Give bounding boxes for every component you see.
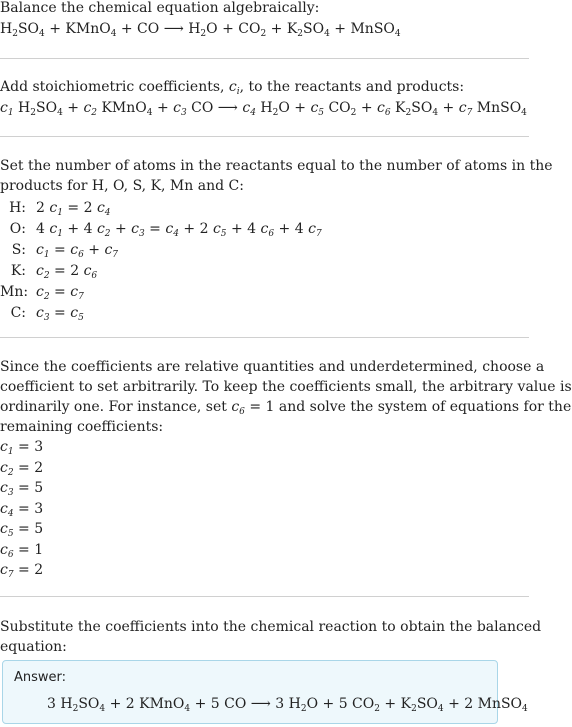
- step4-line2: coefficient to set arbitrarily. To keep the coefficients small, the arbitrary value is: [0, 379, 572, 395]
- step3-text-line2: products for H, O, S, K, Mn and C:: [0, 178, 244, 194]
- step4-line4: remaining coefficients:: [0, 419, 164, 435]
- atom-equation: 2 $c_1 = 2$ $c_4$: [36, 200, 111, 218]
- solution-row: $c_4 = 3$: [0, 500, 44, 519]
- step5-line1: Substitute the coefficients into the chemical reaction to obtain the balanced: [0, 619, 542, 635]
- divider: [0, 136, 529, 137]
- atom-equation: $c_2 = 2$ $c_6$: [36, 263, 98, 281]
- atom-label: S:: [11, 242, 26, 258]
- step4-line3: ordinarily one. For instance, set $c_6 = 1$ and solve the system of equations for the: [0, 399, 572, 417]
- step3-text-line1: Set the number of atoms in the reactants equal to the number of atoms in the: [0, 158, 553, 174]
- solution-row: $c_6 = 1$: [0, 541, 44, 560]
- answer-label: Answer:: [14, 670, 67, 685]
- solution-row: $c_1 = 3$: [0, 439, 44, 457]
- atom-label: H:: [9, 200, 26, 216]
- coefficient-reaction: $c_1$ $H_2SO_4 + c_2$ KMnO$_4$ + $c_3$ CO ⟶ $c_4$ $H_2O + c_5$ $CO_2 + c_6$ $K_2SO_4 + c_7$ MnSO$_4$: [0, 100, 527, 118]
- unbalanced-reaction: $H_2SO_4$ + KMnO$_4$ + CO ⟶ $H_2O + CO_2 + K_2SO_4$ + MnSO$_4$: [0, 21, 401, 39]
- divider: [0, 337, 529, 338]
- atom-label: C:: [10, 305, 26, 321]
- solution-row: $c_5 = 5$: [0, 521, 44, 539]
- step4-line1: Since the coefficients are relative quantities and underdetermined, choose a: [0, 359, 545, 375]
- atom-label: Mn:: [0, 284, 29, 300]
- step5-line2: equation:: [0, 639, 67, 655]
- step2-text: Add stoichiometric coefficients, $c_i$, to the reactants and products:: [0, 79, 465, 97]
- atom-equation: $c_2 = c_7$: [36, 284, 84, 302]
- solution-row: $c_2 = 2$: [0, 459, 44, 478]
- atom-label: O:: [9, 221, 26, 237]
- intro-text: Balance the chemical equation algebraically:: [0, 0, 320, 16]
- answer-box: [2, 660, 528, 724]
- atom-equation: $c_1 = c_6 + c_7$: [36, 242, 119, 260]
- solution-row: $c_3 = 5$: [0, 480, 44, 498]
- balanced-reaction: 3 $H_2SO_4 + 2$ KMnO$_4$ + 5 CO ⟶ 3 $H_2O + 5$ $CO_2 + K_2SO_4 + 2$ MnSO$_4$: [47, 696, 528, 714]
- divider: [0, 596, 529, 597]
- divider: [0, 58, 529, 59]
- solution-row: $c_7 = 2$: [0, 562, 44, 580]
- atom-equation: $c_3 = c_5$: [36, 305, 84, 323]
- atom-equation: 4 $c_1 + 4$ $c_2 + c_3 = c_4 + 2$ $c_5 + 4$ $c_6 + 4$ $c_7$: [36, 221, 322, 239]
- atom-label: K:: [10, 263, 26, 279]
